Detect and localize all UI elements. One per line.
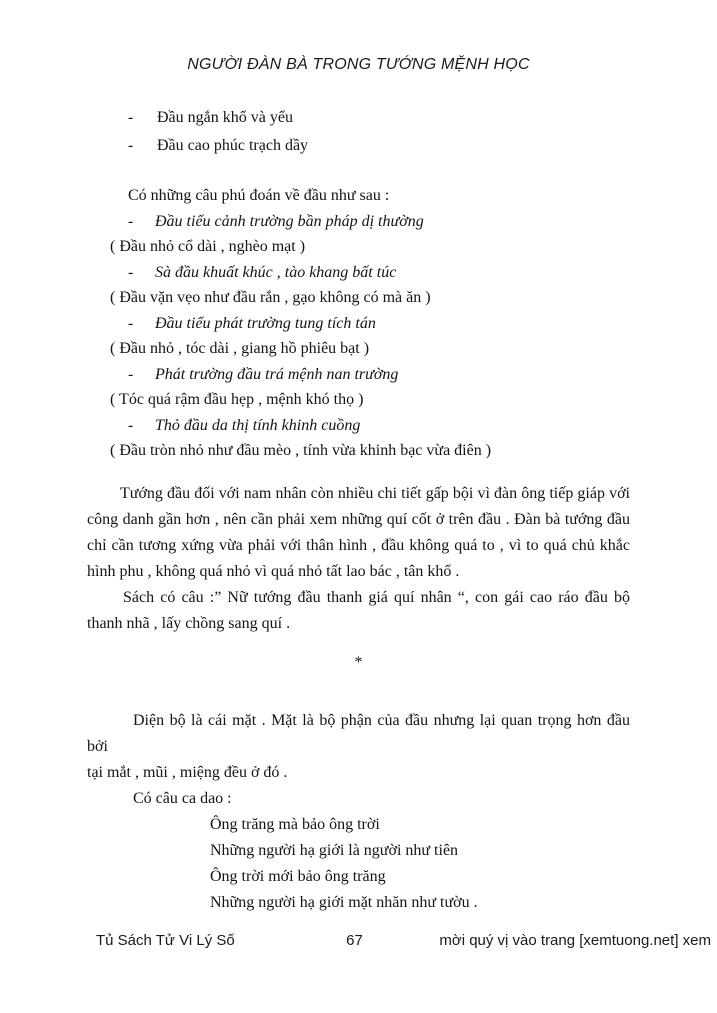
poem-line: Ông trăng mà bảo ông trời bbox=[210, 815, 380, 833]
bullet-dash: - bbox=[128, 109, 134, 126]
phu-verse-translation: ( Đầu vặn vẹo như đầu rắn , gạo không có mà ăn ) bbox=[110, 289, 431, 306]
bullet-dash: - bbox=[128, 212, 134, 230]
phu-verse-text: Sà đầu khuất khúc , tào khang bất túc bbox=[155, 263, 397, 281]
list-item bbox=[87, 104, 630, 132]
bullet-dash: - bbox=[128, 365, 134, 383]
phu-verse-text: Phát trường đầu trá mệnh nan trường bbox=[155, 365, 399, 383]
phu-verse-list bbox=[87, 209, 630, 464]
page-number: 67 bbox=[346, 932, 363, 949]
phu-verse-item bbox=[87, 209, 630, 235]
text-line: chỉ cần tương xứng vừa phải với thân hình , đầu không quá to , vì to quá chủ khắc bbox=[87, 536, 630, 554]
text-line: tại mắt , mũi , miệng đều ở đó . bbox=[87, 763, 288, 781]
phu-verse-translation: ( Đầu nhỏ cổ dài , nghèo mạt ) bbox=[110, 238, 306, 255]
page-title: NGƯỜI ĐÀN BÀ TRONG TƯỚNG MỆNH HỌC bbox=[187, 56, 530, 73]
poem-line: Những người hạ giới mặt nhăn như tườu . bbox=[210, 893, 478, 911]
footer-site-note: mời quý vị vào trang [xemtuong.net] xem bbox=[439, 932, 711, 949]
phu-verse-item bbox=[87, 260, 630, 286]
phu-verse-text: Đầu tiểu phát trường tung tích tán bbox=[155, 314, 376, 332]
phu-verse-item bbox=[87, 311, 630, 337]
footer-book-title: Tủ Sách Tử Vi Lý Số bbox=[96, 932, 235, 949]
phu-verse-translation: ( Đầu tròn nhỏ như đầu mèo , tính vừa khinh bạc vừa điên ) bbox=[110, 442, 492, 459]
phu-verse-item bbox=[87, 413, 630, 439]
bullet-dash: - bbox=[128, 137, 134, 154]
page-footer bbox=[0, 931, 717, 951]
section-separator: * bbox=[354, 653, 363, 671]
bullet-dash: - bbox=[128, 314, 134, 332]
list-item-text: Đầu cao phúc trạch dầy bbox=[157, 137, 309, 154]
text-line: Sách có câu :” Nữ tướng đầu thanh giá quí nhân “, con gái cao ráo đầu bộ bbox=[123, 588, 630, 606]
phu-verse-translation: ( Đầu nhỏ , tóc dài , giang hồ phiêu bạt ) bbox=[110, 340, 370, 357]
phu-verse-text: Đầu tiểu cảnh trường bần pháp dị thường bbox=[155, 212, 424, 230]
phu-verse-item bbox=[87, 362, 630, 388]
bullet-dash: - bbox=[128, 263, 134, 281]
list-item bbox=[87, 132, 630, 160]
text-line: hình phu , không quá nhỏ vì quá nhỏ tất lao bác , tân khổ . bbox=[87, 562, 460, 580]
head-attributes-list bbox=[87, 104, 630, 160]
paragraph-face-intro bbox=[87, 708, 630, 786]
phu-verse-text: Thỏ đầu da thị tính khinh cuồng bbox=[155, 416, 361, 434]
poem-line: Những người hạ giới là người như tiên bbox=[210, 841, 459, 859]
bullet-dash: - bbox=[128, 416, 134, 434]
list-item-text: Đầu ngắn khổ và yểu bbox=[157, 109, 293, 126]
text-line: thanh nhã , lấy chồng sang quí . bbox=[87, 614, 291, 632]
text-line: Diện bộ là cái mặt . Mặt là bộ phận của đầu nhưng lại quan trọng hơn đầu bởi bbox=[87, 711, 630, 755]
folk-poem bbox=[87, 812, 630, 916]
ca-dao-intro: Có câu ca dao : bbox=[133, 789, 232, 807]
poem-line: Ông trời mới bảo ông trăng bbox=[210, 867, 386, 885]
text-line: công danh gần hơn , nên cần phải xem những quí cốt ở trên đầu . Đàn bà tướng đầu bbox=[87, 510, 630, 528]
phu-section-intro: Có những câu phú đoán về đầu như sau : bbox=[128, 187, 390, 204]
text-line: Tướng đầu đối với nam nhân còn nhiều chi tiết gấp bội vì đàn ông tiếp giáp với bbox=[120, 484, 630, 502]
paragraph-book-quote bbox=[87, 585, 630, 637]
paragraph-head-analysis bbox=[87, 481, 630, 585]
phu-verse-translation: ( Tóc quá rậm đầu hẹp , mệnh khó thọ ) bbox=[110, 391, 364, 408]
